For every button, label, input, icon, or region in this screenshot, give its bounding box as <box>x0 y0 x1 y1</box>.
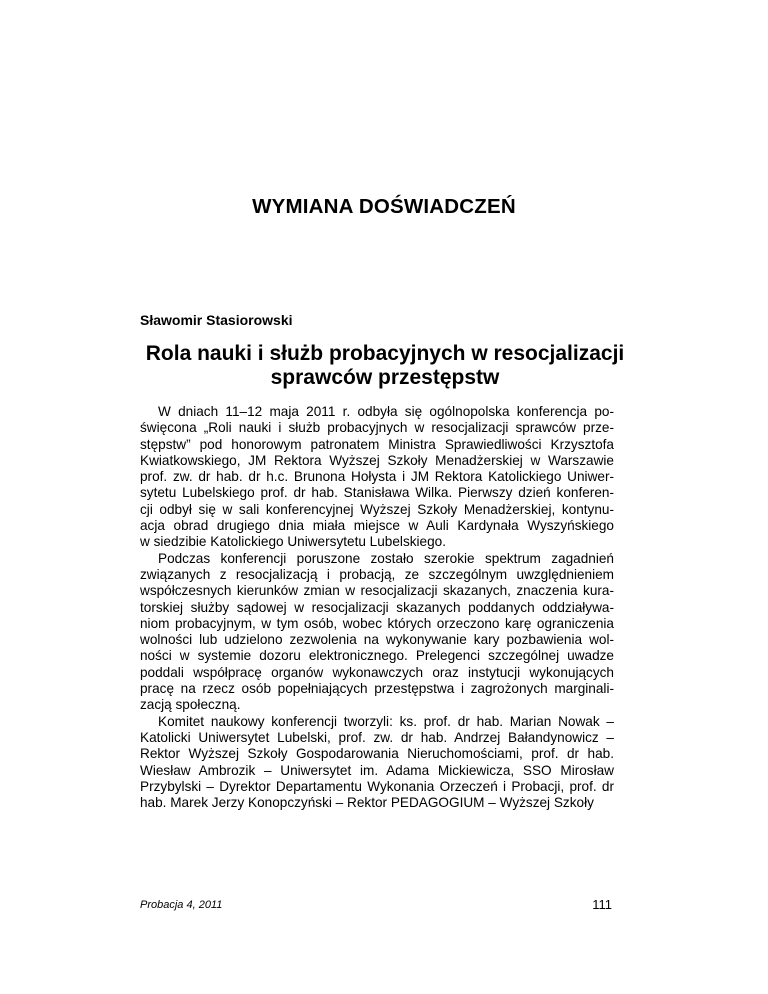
text-line: Wiesław Ambrozik – Uniwersytet im. Adama Mickiewicza, SSO Mirosław <box>140 762 614 778</box>
text-line: związanych z resocjalizacją i probacją, ze szczególnym uwzględnieniem <box>140 566 614 582</box>
article-title-line-2: sprawców przestępstw <box>270 366 500 389</box>
text-line: prof. zw. dr hab. dr h.c. Brunona Hołysta i JM Rektora Katolickiego Uniwer- <box>140 469 614 485</box>
author-name: Sławomir Stasiorowski <box>140 312 293 328</box>
paragraph <box>140 714 614 812</box>
text-line: acja obrad drugiego dnia miała miejsce w Auli Kardynała Wyszyńskiego <box>140 518 614 534</box>
text-line: sytetu Lubelskiego prof. dr hab. Stanisława Wilka. Pierwszy dzień konferen- <box>140 485 614 501</box>
article-title <box>140 342 630 390</box>
paragraph <box>140 404 614 551</box>
text-line: święcona „Roli nauki i służb probacyjnych w resocjalizacji sprawców prze- <box>140 420 614 436</box>
text-line: Komitet naukowy konferencji tworzyli: ks. prof. dr hab. Marian Nowak – <box>158 713 614 729</box>
text-line: zacją społeczną. <box>140 697 241 713</box>
journal-footer: Probacja 4, 2011 <box>140 899 223 911</box>
text-line: wolności lub udzielono zezwolenia na wykonywanie kary pozbawienia wol- <box>140 632 614 648</box>
text-line: hab. Marek Jerzy Konopczyński – Rektor PEDAGOGIUM – Wyższej Szkoły <box>140 795 594 811</box>
text-line: Podczas konferencji poruszone zostało szerokie spektrum zagadnień <box>158 550 614 566</box>
text-line: ności w systemie dozoru elektronicznego. Prelegenci szczególnej uwadze <box>140 648 614 664</box>
text-line: W dniach 11–12 maja 2011 r. odbyła się ogólnopolska konferencja po- <box>158 404 614 419</box>
paragraph <box>140 551 614 714</box>
text-line: cji odbył się w sali konferencyjnej Wyższej Szkoły Menadżerskiej, kontynu- <box>140 501 614 517</box>
article-body <box>140 404 614 811</box>
article-title-line-1: Rola nauki i służb probacyjnych w resocjalizacji <box>145 342 625 365</box>
page-number: 111 <box>592 897 612 912</box>
text-line: poddali współpracę organów wykonawczych oraz instytucji wykonujących <box>140 664 614 680</box>
text-line: Przybylski – Dyrektor Departamentu Wykonania Orzeczeń i Probacji, prof. dr <box>140 778 614 794</box>
text-line: pracę na rzecz osób popełniających przestępstwa i zagrożonych marginali- <box>140 681 614 697</box>
text-line: torskiej służby sądowej w resocjalizacji skazanych poddanych oddziaływa- <box>140 599 614 615</box>
text-line: Rektor Wyższej Szkoły Gospodarowania Nieruchomościami, prof. dr hab. <box>140 746 614 762</box>
text-line: Katolicki Uniwersytet Lubelski, prof. zw. dr hab. Andrzej Bałandynowicz – <box>140 729 614 745</box>
text-line: w siedzibie Katolickiego Uniwersytetu Lubelskiego. <box>140 534 447 550</box>
text-line: stępstw” pod honorowym patronatem Ministra Sprawiedliwości Krzysztofa <box>140 436 614 452</box>
text-line: Kwiatkowskiego, JM Rektora Wyższej Szkoły Menadżerskiej w Warszawie <box>140 452 614 468</box>
text-line: współczesnych kierunków zmian w resocjalizacji skazanych, znaczenia kura- <box>140 583 614 599</box>
text-line: niom probacyjnym, w tym osób, wobec których orzeczono karę ograniczenia <box>140 615 614 631</box>
section-title: WYMIANA DOŚWIADCZEŃ <box>252 195 516 218</box>
